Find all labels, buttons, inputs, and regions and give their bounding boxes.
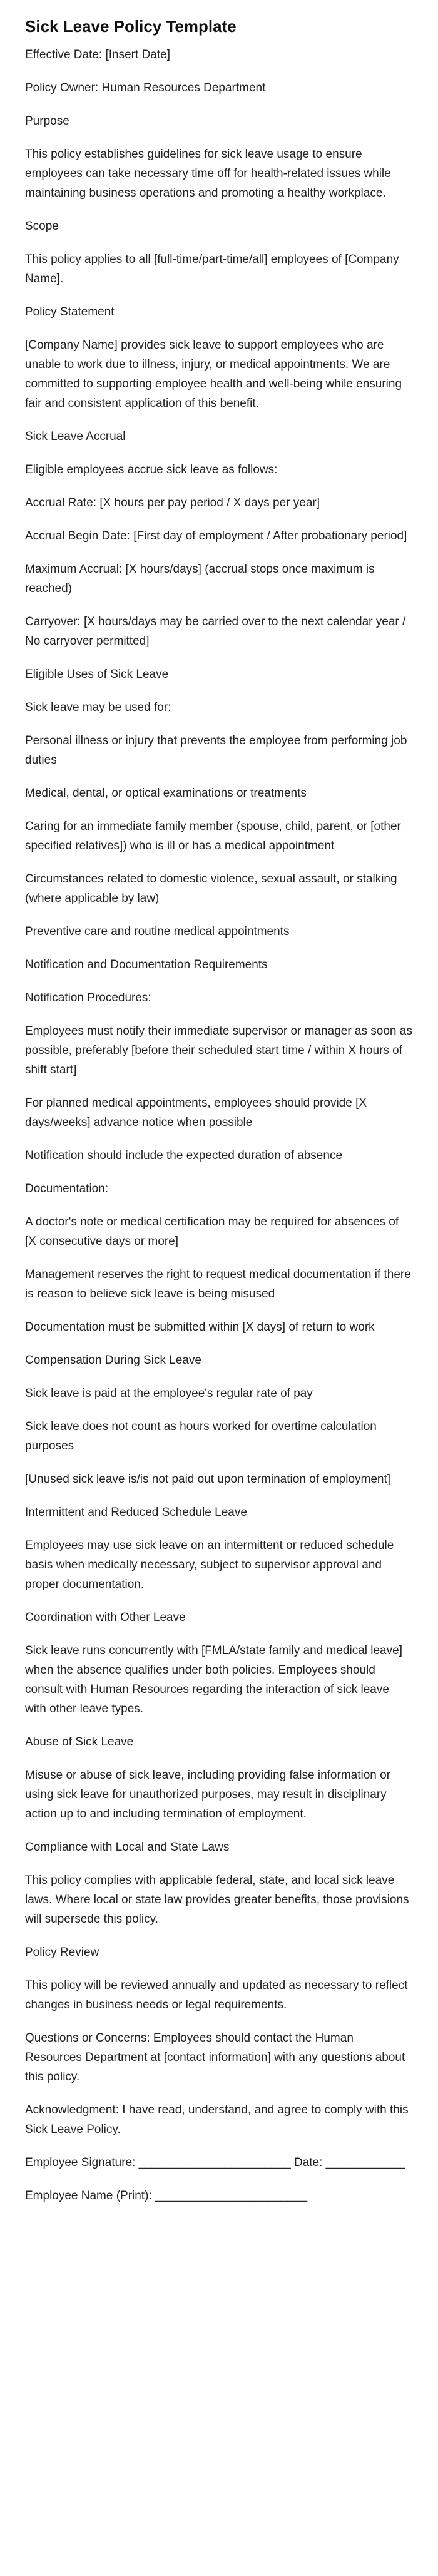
paragraph: Carryover: [X hours/days may be carried over to the next calendar year / No carryover permitted] [25, 615, 406, 648]
paragraph: This policy will be reviewed annually and updated as necessary to reflect changes in business needs or legal requirements. [25, 1979, 408, 2011]
paragraph: Effective Date: [Insert Date] [25, 48, 170, 61]
paragraph: Accrual Begin Date: [First day of employment / After probationary period] [25, 529, 407, 543]
paragraph: Sick leave may be used for: [25, 701, 171, 714]
paragraph: Notification should include the expected duration of absence [25, 1149, 343, 1162]
paragraph: Circumstances related to domestic violence, sexual assault, or stalking (where applicable by law) [25, 872, 397, 905]
paragraph: [Company Name] provides sick leave to support employees who are unable to work due to illness, injury, or medical appointments. We are committed to supporting employee health and well-being while ensuring fair and consistent application of this benefit. [25, 339, 402, 410]
paragraph: Questions or Concerns: Employees should contact the Human Resources Department at [contact information] with any questions about this policy. [25, 2032, 405, 2083]
paragraph: Abuse of Sick Leave [25, 1735, 134, 1749]
paragraph: Medical, dental, or optical examinations or treatments [25, 787, 307, 800]
paragraph: Employees must notify their immediate supervisor or manager as soon as possible, preferably [before their scheduled start time / within X hours of shift start] [25, 1025, 412, 1076]
paragraph: Caring for an immediate family member (spouse, child, parent, or [other specified relatives]) who is ill or has a medical appointment [25, 820, 401, 852]
paragraph: Compensation During Sick Leave [25, 1354, 201, 1367]
paragraph: Sick leave does not count as hours worked for overtime calculation purposes [25, 1420, 377, 1453]
paragraph: Employees may use sick leave on an intermittent or reduced schedule basis when medically necessary, subject to supervisor approval and proper documentation. [25, 1539, 394, 1591]
paragraph: This policy establishes guidelines for sick leave usage to ensure employees can take necessary time off for health-related issues while maintaining business operations and promoting a healthy workplace. [25, 148, 391, 200]
paragraph: Employee Signature: _______________________ Date: ____________ [25, 2156, 405, 2169]
paragraph: Policy Owner: Human Resources Department [25, 81, 266, 95]
document-title: Sick Leave Policy Template [25, 17, 237, 36]
paragraph: Documentation must be submitted within [X days] of return to work [25, 1321, 375, 1334]
paragraph: Coordination with Other Leave [25, 1611, 186, 1624]
paragraph: Employee Name (Print): _______________________ [25, 2189, 308, 2202]
paragraph: Eligible employees accrue sick leave as follows: [25, 463, 278, 476]
paragraph: Sick leave runs concurrently with [FMLA/state family and medical leave] when the absence qualifies under both policies. Employees should consult with Human Resources regarding the interaction of sick leave with other leave types. [25, 1644, 402, 1715]
paragraph: Purpose [25, 115, 69, 128]
paragraph: Policy Statement [25, 305, 115, 319]
paragraph: Notification Procedures: [25, 991, 151, 1004]
paragraph: Intermittent and Reduced Schedule Leave [25, 1506, 247, 1519]
paragraph: A doctor's note or medical certification may be required for absences of [X consecutive days or more] [25, 1215, 399, 1248]
paragraph: Sick leave is paid at the employee's regular rate of pay [25, 1387, 313, 1400]
paragraph: Compliance with Local and State Laws [25, 1841, 230, 1854]
paragraph: Scope [25, 220, 59, 233]
paragraph: Personal illness or injury that prevents the employee from performing job duties [25, 734, 407, 767]
paragraph: Maximum Accrual: [X hours/days] (accrual stops once maximum is reached) [25, 563, 375, 595]
paragraph: Preventive care and routine medical appointments [25, 925, 290, 938]
paragraph: Policy Review [25, 1946, 99, 1959]
document-body [25, 45, 413, 2205]
paragraph: Sick Leave Accrual [25, 430, 126, 443]
paragraph: This policy complies with applicable federal, state, and local sick leave laws. Where local or state law provides greater benefits, those provisions will supersede this policy. [25, 1874, 409, 1926]
paragraph: Accrual Rate: [X hours per pay period / X days per year] [25, 496, 320, 509]
paragraph: Misuse or abuse of sick leave, including providing false information or using sick leave for unauthorized purposes, may result in disciplinary action up to and including termination of employment. [25, 1769, 391, 1821]
paragraph: Acknowledgment: I have read, understand, and agree to comply with this Sick Leave Policy. [25, 2103, 409, 2136]
paragraph: Documentation: [25, 1182, 109, 1195]
paragraph: Management reserves the right to request medical documentation if there is reason to believe sick leave is being misused [25, 1268, 411, 1301]
paragraph: This policy applies to all [full-time/part-time/all] employees of [Company Name]. [25, 253, 399, 285]
paragraph: Eligible Uses of Sick Leave [25, 668, 169, 681]
paragraph: For planned medical appointments, employees should provide [X days/weeks] advance notice when possible [25, 1096, 367, 1129]
paragraph: [Unused sick leave is/is not paid out upon termination of employment] [25, 1473, 391, 1486]
paragraph: Notification and Documentation Requirements [25, 958, 268, 971]
